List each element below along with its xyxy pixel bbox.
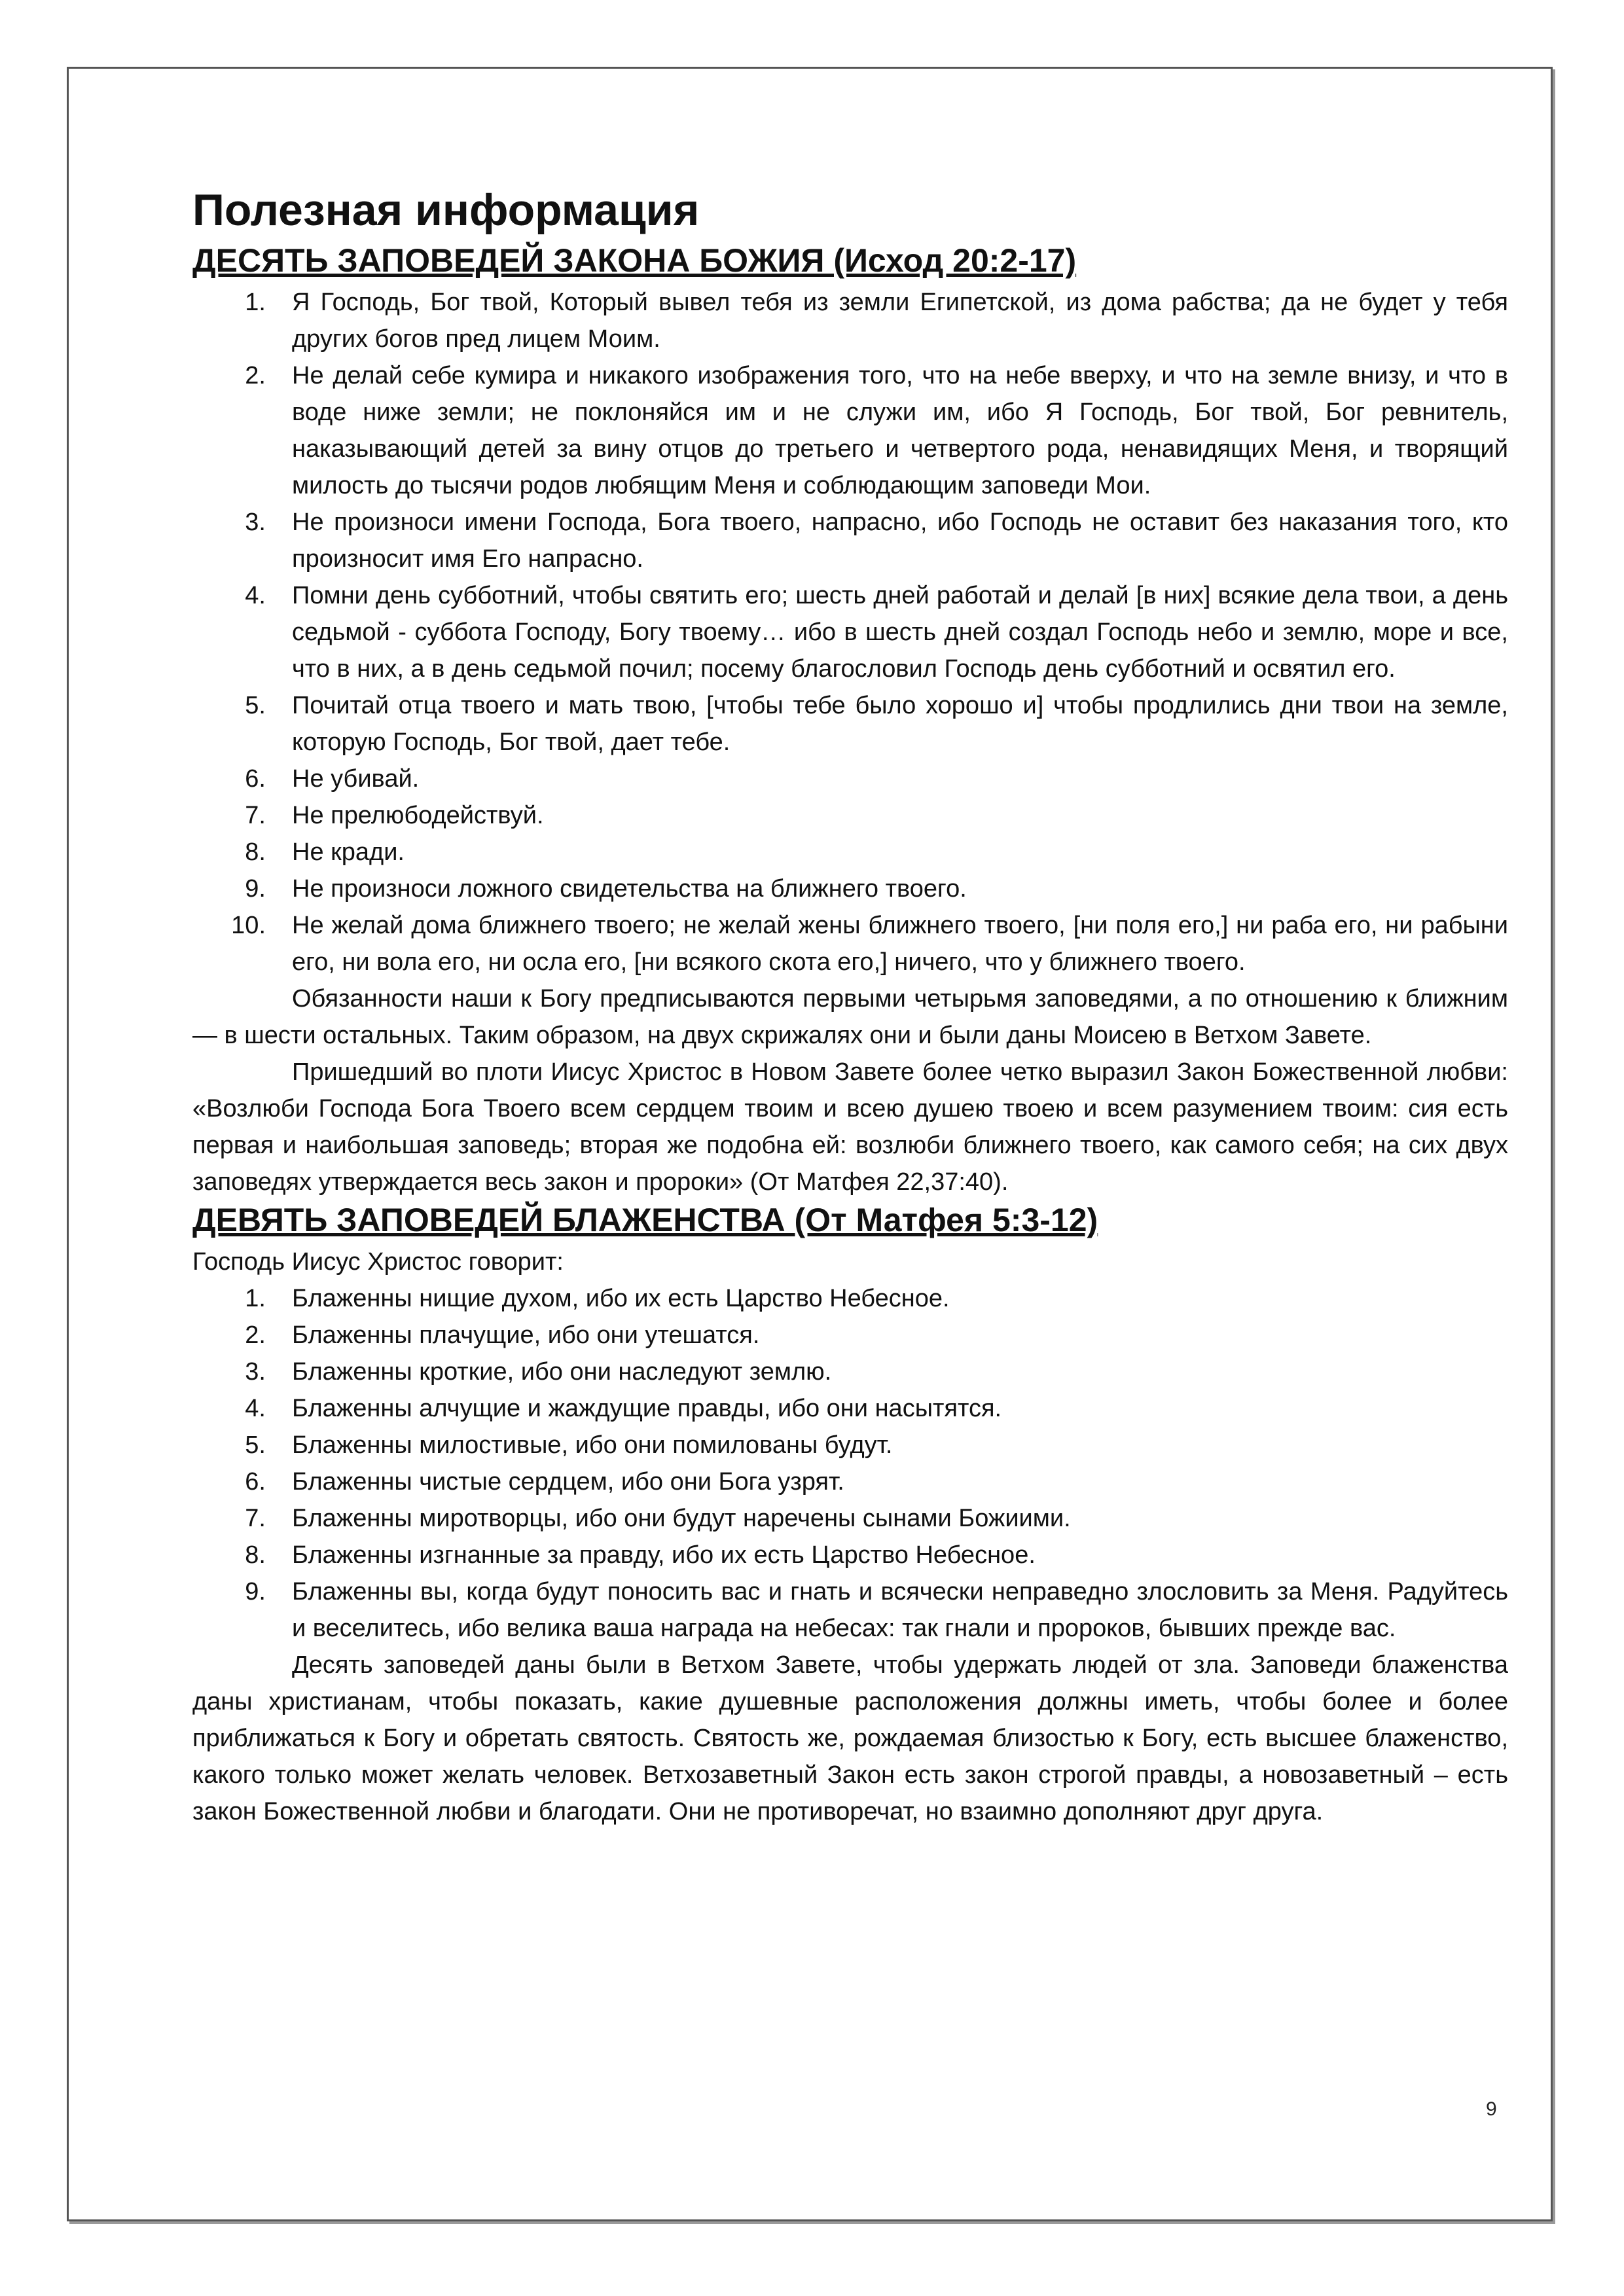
list-item-text: Не произноси ложного свидетельства на ближнего твоего. bbox=[292, 875, 967, 903]
list-item-number: 1. bbox=[245, 289, 266, 317]
list-item-number: 7. bbox=[245, 1505, 266, 1533]
list-item-number: 10. bbox=[231, 912, 266, 940]
list-item-number: 9. bbox=[245, 875, 266, 903]
list-item-number: 2. bbox=[245, 362, 266, 390]
list-item-text: Блаженны кроткие, ибо они наследуют землю. bbox=[292, 1358, 832, 1386]
list-item bbox=[192, 761, 1508, 797]
list-item-text: Блаженны милостивые, ибо они помилованы будут. bbox=[292, 1431, 893, 1460]
beatitudes-paragraph: Десять заповедей даны были в Ветхом Завете, чтобы удержать людей от зла. Заповеди блаженства даны христианам, чтобы показать, какие душевные расположения должны иметь, чтобы более и более приближаться к Богу и обретать святость. Святость же, рождаемая близостью к Богу, есть высшее блаженство, какого только может желать человек. Ветхозаветный Закон есть закон строгой правды, а новозаветный – есть закон Божественной любви и благодати. Они не противоречат, но взаимно дополняют друг друга. bbox=[192, 1651, 1508, 1826]
list-item bbox=[192, 1500, 1508, 1537]
list-item-text: Блаженны вы, когда будут поносить вас и гнать и всячески неправедно злословить за Меня. Радуйтесь и веселитесь, ибо велика ваша награда на небесах: так гнали и пророков, бывших прежде вас. bbox=[292, 1578, 1508, 1643]
list-item bbox=[192, 797, 1508, 834]
list-item bbox=[192, 577, 1508, 687]
list-item-number: 8. bbox=[245, 838, 266, 867]
list-item bbox=[192, 834, 1508, 870]
list-item-number: 9. bbox=[245, 1578, 266, 1606]
list-item-text: Не прелюбодействуй. bbox=[292, 802, 544, 830]
list-item-text: Не убивай. bbox=[292, 765, 420, 793]
list-item-text: Не кради. bbox=[292, 838, 405, 867]
list-item-text: Не желай дома ближнего твоего; не желай жены ближнего твоего, [ни поля его,] ни раба его, ни рабыни его, ни вола его, ни осла его, [ни всякого скота его,] ничего, что у ближнего твоего. bbox=[292, 912, 1508, 977]
list-item bbox=[192, 687, 1508, 761]
list-item-number: 4. bbox=[245, 1395, 266, 1423]
list-item-number: 2. bbox=[245, 1321, 266, 1350]
list-item bbox=[192, 1573, 1508, 1647]
list-item-number: 5. bbox=[245, 692, 266, 720]
list-item bbox=[192, 284, 1508, 357]
list-item bbox=[192, 1354, 1508, 1390]
list-item-number: 4. bbox=[245, 582, 266, 610]
list-item bbox=[192, 1427, 1508, 1463]
commandments-heading: ДЕСЯТЬ ЗАПОВЕДЕЙ ЗАКОНА БОЖИЯ (Исход 20:2-17) bbox=[192, 242, 1077, 279]
list-item-number: 6. bbox=[245, 1468, 266, 1496]
list-item-number: 1. bbox=[245, 1285, 266, 1313]
list-item-number: 5. bbox=[245, 1431, 266, 1460]
commandments-paragraph: Пришедший во плоти Иисус Христос в Новом Завете более четко выразил Закон Божественной любви: «Возлюби Господа Бога Твоего всем сердцем твоим и всею душею твоею и всем разумением твоим: сия есть первая и наибольшая заповедь; вторая же подобна ей: возлюби ближнего твоего, как самого себя; на сих двух заповедях утверждается весь закон и пророки» (От Матфея 22,37:40). bbox=[192, 1058, 1508, 1196]
list-item bbox=[192, 504, 1508, 577]
list-item bbox=[192, 1280, 1508, 1317]
commandments-paragraph: Обязанности наши к Богу предписываются первыми четырьмя заповедями, а по отношению к ближним — в шести остальных. Таким образом, на двух скрижалях они и были даны Моисею в Ветхом Завете. bbox=[192, 985, 1508, 1050]
page-content bbox=[192, 185, 1508, 1830]
list-item-text: Помни день субботний, чтобы святить его; шесть дней работай и делай [в них] всякие дела твои, а день седьмой - суббота Господу, Богу твоему… ибо в шесть дней создал Господь небо и землю, море и все, что в них, а в день седьмой почил; посему благословил Господь день субботний и освятил его. bbox=[292, 582, 1508, 683]
list-item-number: 3. bbox=[245, 1358, 266, 1386]
list-item bbox=[192, 357, 1508, 504]
list-item-text: Блаженны миротворцы, ибо они будут наречены сынами Божиими. bbox=[292, 1505, 1071, 1533]
list-item bbox=[192, 907, 1508, 980]
list-item-text: Не произноси имени Господа, Бога твоего, напрасно, ибо Господь не оставит без наказания того, кто произносит имя Его напрасно. bbox=[292, 509, 1508, 573]
list-item-text: Блаженны плачущие, ибо они утешатся. bbox=[292, 1321, 760, 1350]
list-item-number: 3. bbox=[245, 509, 266, 537]
list-item-text: Блаженны алчущие и жаждущие правды, ибо они насытятся. bbox=[292, 1395, 1002, 1423]
beatitudes-list bbox=[192, 1280, 1508, 1647]
list-item-text: Не делай себе кумира и никакого изображения того, что на небе вверху, и что на земле внизу, и что в воде ниже земли; не поклоняйся им и не служи им, ибо Я Господь, Бог твой, Бог ревнитель, наказывающий детей за вину отцов до третьего и четвертого рода, ненавидящих Меня, и творящий милость до тысячи родов любящим Меня и соблюдающим заповеди Мои. bbox=[292, 362, 1508, 500]
list-item-number: 6. bbox=[245, 765, 266, 793]
list-item bbox=[192, 1537, 1508, 1573]
list-item-text: Блаженны изгнанные за правду, ибо их есть Царство Небесное. bbox=[292, 1541, 1036, 1570]
list-item bbox=[192, 870, 1508, 907]
list-item-text: Блаженны нищие духом, ибо их есть Царство Небесное. bbox=[292, 1285, 950, 1313]
beatitudes-intro: Господь Иисус Христос говорит: bbox=[192, 1248, 564, 1276]
list-item-text: Я Господь, Бог твой, Который вывел тебя из земли Египетской, из дома рабства; да не будет у тебя других богов пред лицем Моим. bbox=[292, 289, 1508, 353]
page-number: 9 bbox=[1486, 2098, 1497, 2120]
beatitudes-heading: ДЕВЯТЬ ЗАПОВЕДЕЙ БЛАЖЕНСТВА (От Матфея 5:3-12) bbox=[192, 1202, 1098, 1239]
commandments-list bbox=[192, 284, 1508, 980]
list-item bbox=[192, 1317, 1508, 1354]
list-item-text: Блаженны чистые сердцем, ибо они Бога узрят. bbox=[292, 1468, 844, 1496]
list-item-number: 8. bbox=[245, 1541, 266, 1570]
list-item bbox=[192, 1463, 1508, 1500]
page-title: Полезная информация bbox=[192, 185, 700, 235]
list-item-text: Почитай отца твоего и мать твою, [чтобы тебе было хорошо и] чтобы продлились дни твои на земле, которую Господь, Бог твой, дает тебе. bbox=[292, 692, 1508, 757]
list-item bbox=[192, 1390, 1508, 1427]
list-item-number: 7. bbox=[245, 802, 266, 830]
